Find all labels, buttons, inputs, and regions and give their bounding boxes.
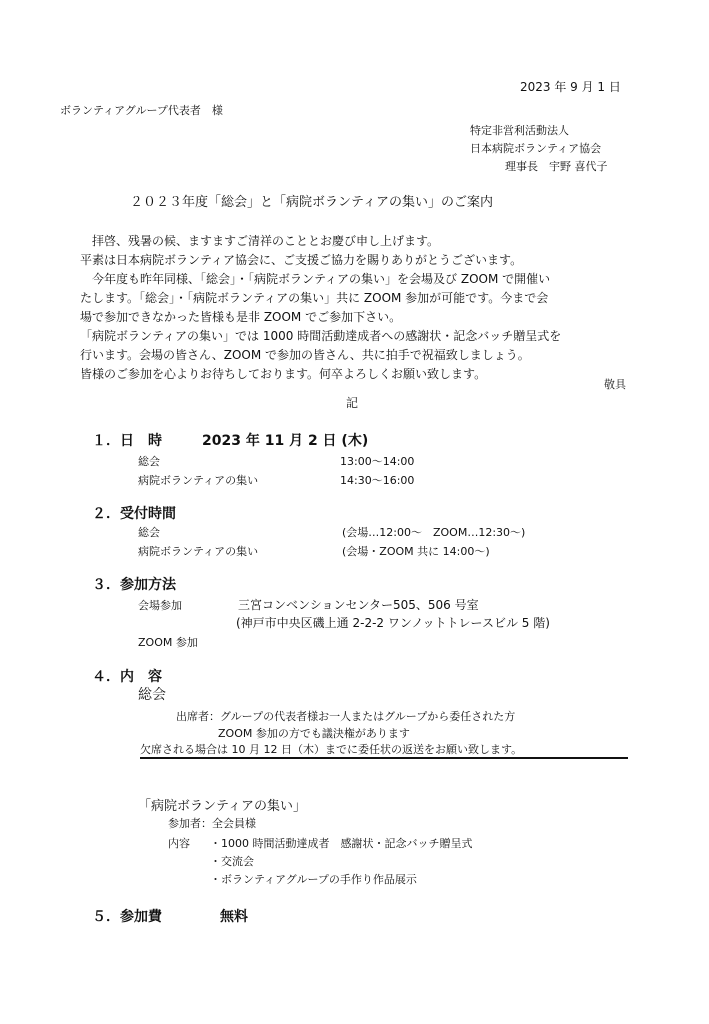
schedule-time: 13:00～14:00 bbox=[340, 455, 415, 468]
schedule-time: 14:30～16:00 bbox=[340, 474, 415, 487]
sender-org-name: 日本病院ボランティア協会 bbox=[470, 142, 602, 155]
closing-keigu: 敬具 bbox=[604, 378, 626, 391]
body-line: 行います。会場の皆さん、ZOOM で参加の皆さん、共に拍手で祝福致しましょう。 bbox=[80, 348, 530, 362]
reception-time: (会場…12:00～ ZOOM…12:30～) bbox=[342, 526, 526, 539]
reception-label: 総会 bbox=[138, 526, 160, 539]
fee-value: 無料 bbox=[220, 909, 248, 925]
body-line: 拝啓、残暑の候、ますますご清祥のこととお慶び申し上げます。 bbox=[80, 234, 440, 248]
venue-name: 三宮コンベンションセンター505、506 号室 bbox=[238, 598, 479, 612]
sender-org-type: 特定非営利活動法人 bbox=[470, 124, 569, 137]
content-item: ・1000 時間活動達成者 感謝状・記念バッチ贈呈式 bbox=[210, 837, 473, 850]
section-4-heading: ４．内 容 bbox=[92, 669, 162, 685]
section-2-heading: ２．受付時間 bbox=[92, 506, 176, 522]
schedule-label: 病院ボランティアの集い bbox=[138, 474, 259, 487]
body-line: 今年度も昨年同様、「総会」・「病院ボランティアの集い」を会場及び ZOOM で開催い bbox=[80, 272, 551, 286]
zoom-label: ZOOM 参加 bbox=[138, 636, 198, 649]
sokai-title: 総会 bbox=[138, 687, 166, 703]
schedule-label: 総会 bbox=[138, 455, 160, 468]
event-date: 2023 年 11 月 2 日 (木) bbox=[202, 433, 369, 449]
section-3-heading: ３．参加方法 bbox=[92, 577, 176, 593]
ki-mark: 記 bbox=[346, 396, 359, 410]
recipient: ボランティアグループ代表者 様 bbox=[60, 104, 223, 117]
body-line: 場で参加できなかった皆様も是非 ZOOM でご参加下さい。 bbox=[80, 310, 402, 324]
absence-note: 欠席される場合は 10 月 12 日（木）までに委任状の返送をお願い致します。 bbox=[140, 743, 523, 756]
content-item: ・ボランティアグループの手作り作品展示 bbox=[210, 873, 417, 886]
venue-label: 会場参加 bbox=[138, 599, 182, 612]
section-1-heading: １．日 時 bbox=[92, 433, 162, 449]
letter-date: 2023 年 9 月 1 日 bbox=[520, 80, 621, 94]
content-item: ・交流会 bbox=[210, 855, 254, 868]
body-line: たします。「総会」・「病院ボランティアの集い」共に ZOOM 参加が可能です。今まで会 bbox=[80, 291, 549, 305]
content-label: 内容 bbox=[168, 837, 190, 850]
attendees-note: 出席者：グループの代表者様お一人またはグループから委任された方 bbox=[176, 710, 516, 723]
document-title: ２０２３年度「総会」と「病院ボランティアの集い」のご案内 bbox=[130, 195, 493, 210]
reception-label: 病院ボランティアの集い bbox=[138, 545, 259, 558]
body-line: 皆様のご参加を心よりお待ちしております。何卒よろしくお願い致します。 bbox=[80, 367, 487, 381]
participants-note: 参加者：全会員様 bbox=[168, 817, 256, 830]
body-line: 「病院ボランティアの集い」では 1000 時間活動達成者への感謝状・記念バッチ贈呈式を bbox=[80, 329, 562, 343]
reception-time: (会場・ZOOM 共に 14:00～) bbox=[342, 545, 490, 558]
tsudoi-title: 「病院ボランティアの集い」 bbox=[138, 799, 306, 814]
section-5-heading: ５．参加費 bbox=[92, 909, 162, 925]
sender-representative: 理事長 宇野 喜代子 bbox=[505, 160, 608, 173]
absence-underline bbox=[140, 757, 628, 759]
venue-address: (神戸市中央区磯上通 2-2-2 ワンノットトレースビル 5 階) bbox=[236, 616, 550, 630]
zoom-voting-note: ZOOM 参加の方でも議決権があります bbox=[218, 727, 410, 740]
body-text bbox=[80, 232, 640, 384]
body-line: 平素は日本病院ボランティア協会に、ご支援ご協力を賜りありがとうございます。 bbox=[80, 253, 523, 267]
